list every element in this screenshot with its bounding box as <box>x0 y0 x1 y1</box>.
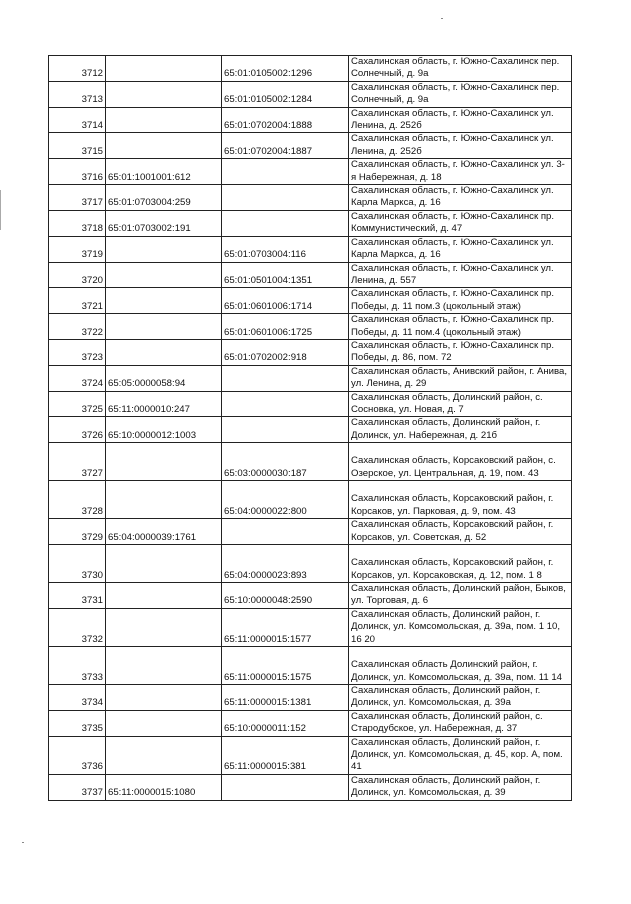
address-cell: Сахалинская область, г. Южно-Сахалинск ул. Ленина, д. 557 <box>349 262 572 288</box>
table-row <box>49 545 572 583</box>
cadastral-number-cell <box>106 107 222 133</box>
table-row <box>49 159 572 185</box>
cadastral-number-room-cell <box>222 365 349 391</box>
cadastral-number-room-cell: 65:11:0000015:381 <box>222 736 349 774</box>
table-row <box>49 288 572 314</box>
address-cell: Сахалинская область, Долинский район, с. Сосновка, ул. Новая, д. 7 <box>349 391 572 417</box>
row-number: 3736 <box>49 736 106 774</box>
cadastral-number-room-cell: 65:01:0105002:1296 <box>222 56 349 82</box>
table-row <box>49 107 572 133</box>
row-number: 3720 <box>49 262 106 288</box>
cadastral-number-room-cell <box>222 185 349 211</box>
scan-speck <box>22 842 24 843</box>
cadastral-number-cell: 65:01:1001001:612 <box>106 159 222 185</box>
cadastral-number-cell <box>106 339 222 365</box>
cadastral-number-cell <box>106 545 222 583</box>
address-cell: Сахалинская область, Долинский район, г. Долинск, ул. Комсомольская, д. 39а <box>349 685 572 711</box>
cadastral-number-cell <box>106 81 222 107</box>
address-cell: Сахалинская область, г. Южно-Сахалинск пр. Победы, д. 11 пом.3 (цокольный этаж) <box>349 288 572 314</box>
address-cell: Сахалинская область, Долинский район, г. Долинск, ул. Комсомольская, д. 45, кор. А, пом. 41 <box>349 736 572 774</box>
row-number: 3730 <box>49 545 106 583</box>
row-number: 3722 <box>49 314 106 340</box>
cadastral-number-room-cell: 65:10:0000011:152 <box>222 710 349 736</box>
cadastral-number-room-cell <box>222 774 349 800</box>
cadastral-number-cell <box>106 710 222 736</box>
cadastral-number-room-cell: 65:03:0000030:187 <box>222 443 349 481</box>
cadastral-number-room-cell: 65:01:0105002:1284 <box>222 81 349 107</box>
property-registry-table <box>48 55 572 801</box>
address-cell: Сахалинская область, г. Южно-Сахалинск пер. Солнечный, д. 9а <box>349 81 572 107</box>
address-cell: Сахалинская область, Долинский район, г. Долинск, ул. Комсомольская, д. 39 <box>349 774 572 800</box>
cadastral-number-room-cell: 65:11:0000015:1577 <box>222 608 349 646</box>
address-cell: Сахалинская область, Долинский район, г. Долинск, ул. Набережная, д. 21б <box>349 417 572 443</box>
row-number: 3737 <box>49 774 106 800</box>
scan-speck <box>441 18 443 19</box>
row-number: 3713 <box>49 81 106 107</box>
scan-edge-mark <box>0 190 1 230</box>
address-cell: Сахалинская область, Долинский район, с. Стародубское, ул. Набережная, д. 37 <box>349 710 572 736</box>
row-number: 3729 <box>49 519 106 545</box>
cadastral-number-cell <box>106 443 222 481</box>
row-number: 3724 <box>49 365 106 391</box>
row-number: 3712 <box>49 56 106 82</box>
table-row <box>49 608 572 646</box>
table-row <box>49 133 572 159</box>
cadastral-number-cell <box>106 608 222 646</box>
row-number: 3731 <box>49 583 106 609</box>
cadastral-number-cell: 65:01:0703002:191 <box>106 210 222 236</box>
address-cell: Сахалинская область, г. Южно-Сахалинск пр. Коммунистический, д. 47 <box>349 210 572 236</box>
table-row <box>49 417 572 443</box>
address-cell: Сахалинская область, г. Южно-Сахалинск ул. Карла Маркса, д. 16 <box>349 185 572 211</box>
table-row <box>49 481 572 519</box>
cadastral-number-cell <box>106 685 222 711</box>
cadastral-number-cell: 65:05:0000058:94 <box>106 365 222 391</box>
cadastral-number-room-cell: 65:01:0601006:1714 <box>222 288 349 314</box>
cadastral-number-room-cell: 65:01:0702002:918 <box>222 339 349 365</box>
table-row <box>49 236 572 262</box>
cadastral-number-cell <box>106 56 222 82</box>
address-cell: Сахалинская область, г. Южно-Сахалинск ул. Карла Маркса, д. 16 <box>349 236 572 262</box>
address-cell: Сахалинская область, Корсаковский район, с. Озерское, ул. Центральная, д. 19, пом. 43 <box>349 443 572 481</box>
row-number: 3734 <box>49 685 106 711</box>
cadastral-number-room-cell: 65:04:0000023:893 <box>222 545 349 583</box>
address-cell: Сахалинская область, Анивский район, г. Анива, ул. Ленина, д. 29 <box>349 365 572 391</box>
row-number: 3715 <box>49 133 106 159</box>
table-row <box>49 443 572 481</box>
cadastral-number-room-cell: 65:01:0501004:1351 <box>222 262 349 288</box>
cadastral-number-room-cell: 65:10:0000048:2590 <box>222 583 349 609</box>
cadastral-number-cell: 65:04:0000039:1761 <box>106 519 222 545</box>
address-cell: Сахалинская область, Корсаковский район, г. Корсаков, ул. Корсаковская, д. 12, пом. 1 8 <box>349 545 572 583</box>
cadastral-number-room-cell: 65:04:0000022:800 <box>222 481 349 519</box>
row-number: 3732 <box>49 608 106 646</box>
table-row <box>49 736 572 774</box>
address-cell: Сахалинская область Долинский район, г. Долинск, ул. Комсомольская, д. 39а, пом. 11 14 <box>349 647 572 685</box>
cadastral-number-cell: 65:11:0000010:247 <box>106 391 222 417</box>
address-cell: Сахалинская область, Долинский район, г. Долинск, ул. Комсомольская, д. 39а, пом. 1 10, 16 20 <box>349 608 572 646</box>
row-number: 3728 <box>49 481 106 519</box>
cadastral-number-room-cell: 65:01:0703004:116 <box>222 236 349 262</box>
table-row <box>49 81 572 107</box>
address-cell: Сахалинская область, г. Южно-Сахалинск ул. 3-я Набережная, д. 18 <box>349 159 572 185</box>
cadastral-number-room-cell <box>222 210 349 236</box>
address-cell: Сахалинская область, Корсаковский район, г. Корсаков, ул. Советская, д. 52 <box>349 519 572 545</box>
table-row <box>49 56 572 82</box>
row-number: 3718 <box>49 210 106 236</box>
table-row <box>49 774 572 800</box>
address-cell: Сахалинская область, г. Южно-Сахалинск пр. Победы, д. 86, пом. 72 <box>349 339 572 365</box>
row-number: 3727 <box>49 443 106 481</box>
cadastral-number-cell <box>106 314 222 340</box>
row-number: 3714 <box>49 107 106 133</box>
cadastral-number-cell: 65:01:0703004:259 <box>106 185 222 211</box>
table-row <box>49 583 572 609</box>
address-cell: Сахалинская область, г. Южно-Сахалинск пер. Солнечный, д. 9а <box>349 56 572 82</box>
address-cell: Сахалинская область, г. Южно-Сахалинск пр. Победы, д. 11 пом.4 (цокольный этаж) <box>349 314 572 340</box>
cadastral-number-room-cell <box>222 519 349 545</box>
address-cell: Сахалинская область, Долинский район, Быков, ул. Торговая, д. 6 <box>349 583 572 609</box>
table-row <box>49 185 572 211</box>
cadastral-number-room-cell: 65:01:0702004:1888 <box>222 107 349 133</box>
row-number: 3717 <box>49 185 106 211</box>
cadastral-number-room-cell <box>222 159 349 185</box>
row-number: 3723 <box>49 339 106 365</box>
table-row <box>49 365 572 391</box>
row-number: 3725 <box>49 391 106 417</box>
cadastral-number-cell <box>106 481 222 519</box>
cadastral-number-room-cell <box>222 391 349 417</box>
cadastral-number-cell <box>106 736 222 774</box>
table-row <box>49 314 572 340</box>
cadastral-number-cell <box>106 133 222 159</box>
table-row <box>49 262 572 288</box>
row-number: 3735 <box>49 710 106 736</box>
table-row <box>49 391 572 417</box>
cadastral-number-cell: 65:11:0000015:1080 <box>106 774 222 800</box>
cadastral-number-room-cell <box>222 417 349 443</box>
cadastral-number-room-cell: 65:11:0000015:1381 <box>222 685 349 711</box>
cadastral-number-room-cell: 65:01:0702004:1887 <box>222 133 349 159</box>
cadastral-number-cell <box>106 236 222 262</box>
address-cell: Сахалинская область, г. Южно-Сахалинск ул. Ленина, д. 252б <box>349 133 572 159</box>
address-cell: Сахалинская область, Корсаковский район, г. Корсаков, ул. Парковая, д. 9, пом. 43 <box>349 481 572 519</box>
table-row <box>49 647 572 685</box>
row-number: 3719 <box>49 236 106 262</box>
cadastral-number-room-cell: 65:01:0601006:1725 <box>222 314 349 340</box>
table-row <box>49 685 572 711</box>
row-number: 3726 <box>49 417 106 443</box>
cadastral-number-cell <box>106 647 222 685</box>
row-number: 3733 <box>49 647 106 685</box>
table-row <box>49 710 572 736</box>
table-row <box>49 210 572 236</box>
row-number: 3721 <box>49 288 106 314</box>
table-row <box>49 339 572 365</box>
cadastral-number-cell <box>106 583 222 609</box>
address-cell: Сахалинская область, г. Южно-Сахалинск ул. Ленина, д. 252б <box>349 107 572 133</box>
table-row <box>49 519 572 545</box>
cadastral-number-cell: 65:10:0000012:1003 <box>106 417 222 443</box>
row-number: 3716 <box>49 159 106 185</box>
cadastral-number-cell <box>106 262 222 288</box>
cadastral-number-cell <box>106 288 222 314</box>
cadastral-number-room-cell: 65:11:0000015:1575 <box>222 647 349 685</box>
